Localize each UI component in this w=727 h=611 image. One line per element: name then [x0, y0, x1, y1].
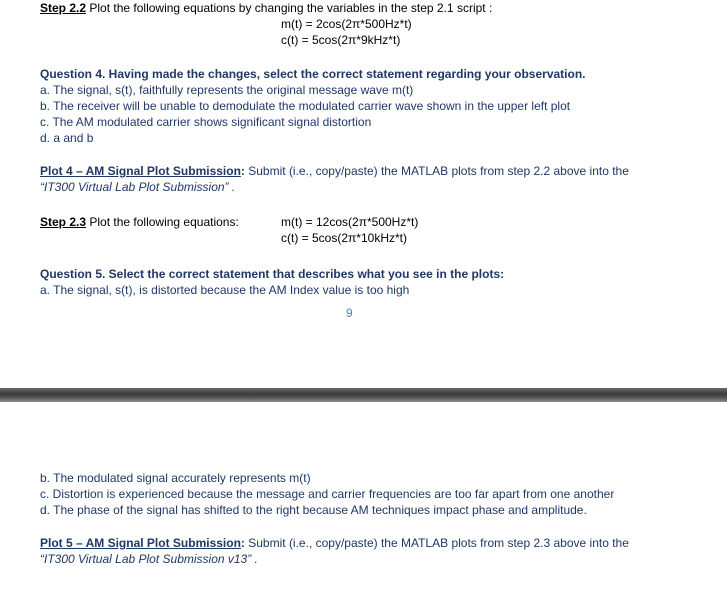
question-5-option-a: a. The signal, s(t), is distorted because the AM Index value is too high — [40, 283, 410, 297]
plot-5-text: Submit (i.e., copy/paste) the MATLAB plots from step 2.3 above into the — [244, 536, 629, 550]
question-5-option-d: d. The phase of the signal has shifted to the right because AM techniques impact phase and amplitude. — [40, 503, 587, 517]
equation-c-t-2: c(t) = 5cos(2π*10kHz*t) — [281, 231, 407, 245]
page-break-separator — [0, 388, 727, 402]
plot-5-label: Plot 5 – AM Signal Plot Submission — [40, 536, 241, 550]
question-4-option-c: c. The AM modulated carrier shows significant signal distortion — [40, 115, 372, 129]
plot-5-line: Plot 5 – AM Signal Plot Submission: Submit (i.e., copy/paste) the MATLAB plots from step 2.3 above into the — [40, 536, 629, 550]
page-number: 9 — [346, 306, 353, 320]
plot-4-text: Submit (i.e., copy/paste) the MATLAB plots from step 2.2 above into the — [244, 164, 629, 178]
question-5-option-b: b. The modulated signal accurately represents m(t) — [40, 471, 311, 485]
question-4-option-d: d. a and b — [40, 131, 94, 145]
step-2-3-line — [40, 214, 239, 230]
step-2-3-label: Step 2.3 — [40, 215, 87, 229]
plot-5-submission-title: “IT300 Virtual Lab Plot Submission v13” . — [40, 552, 258, 566]
plot-4-submission-title: “IT300 Virtual Lab Plot Submission” . — [40, 180, 236, 194]
step-2-2-text: Plot the following equations by changing the variables in the step 2.1 script : — [86, 1, 493, 15]
question-4-option-b: b. The receiver will be unable to demodulate the modulated carrier wave shown in the upper left plot — [40, 99, 571, 113]
plot-4-line: Plot 4 – AM Signal Plot Submission: Submit (i.e., copy/paste) the MATLAB plots from step 2.2 above into the — [40, 164, 629, 178]
step-2-2-label: Step 2.2 — [40, 1, 87, 15]
question-4-heading: Question 4. Having made the changes, select the correct statement regarding your observation. — [40, 67, 586, 81]
equation-c-t: c(t) = 5cos(2π*9kHz*t) — [281, 33, 401, 47]
plot-4-label: Plot 4 – AM Signal Plot Submission — [40, 164, 241, 178]
question-5-heading: Question 5. Select the correct statement that describes what you see in the plots: — [40, 267, 505, 281]
step-2-2-line — [40, 0, 492, 16]
equation-m-t: m(t) = 2cos(2π*500Hz*t) — [281, 17, 412, 31]
step-2-3-text: Plot the following equations: — [86, 215, 239, 229]
question-4-option-a: a. The signal, s(t), faithfully represents the original message wave m(t) — [40, 83, 414, 97]
document-page-bottom — [0, 402, 727, 611]
question-5-option-c: c. Distortion is experienced because the message and carrier frequencies are too far apart from one another — [40, 487, 615, 501]
equation-m-t-2: m(t) = 12cos(2π*500Hz*t) — [281, 215, 419, 229]
